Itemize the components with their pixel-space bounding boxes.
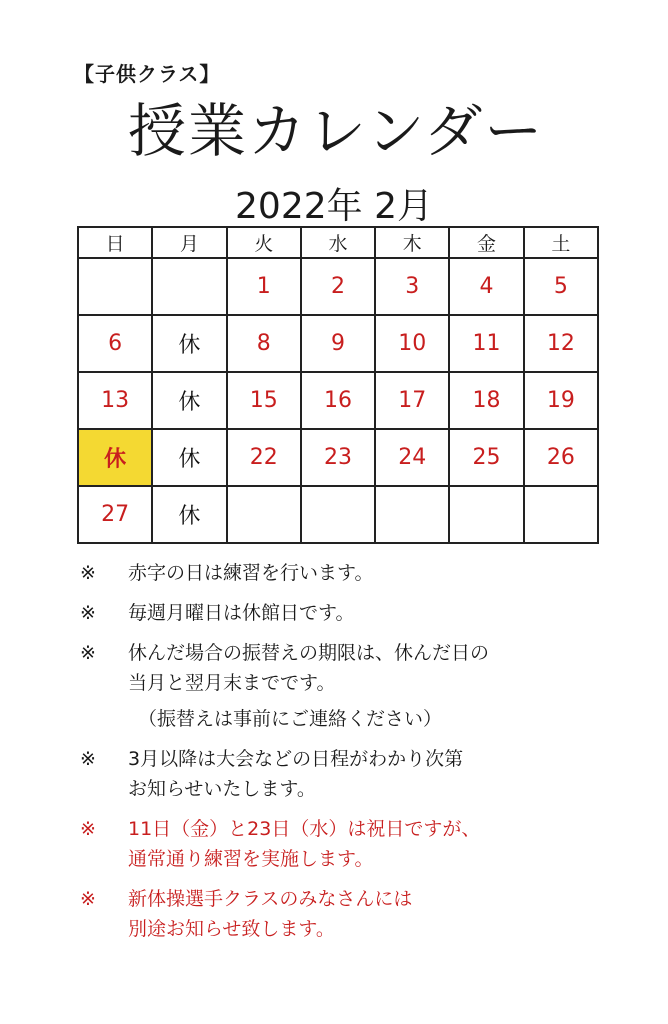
note-item (80, 638, 640, 734)
calendar-day: 10 (375, 315, 449, 372)
note-text (128, 814, 480, 874)
calendar-day (524, 486, 598, 543)
note-line: 当月と翌月末までです。 (128, 672, 336, 694)
note-text (128, 558, 373, 588)
calendar-week-row (78, 258, 598, 315)
calendar-month: 2022年 2月 (235, 186, 433, 227)
calendar-day: 休 (152, 372, 226, 429)
note-text (128, 884, 412, 944)
calendar-day-highlighted: 休 (78, 429, 152, 486)
calendar-day: 9 (301, 315, 375, 372)
calendar-day (78, 258, 152, 315)
calendar-day (375, 486, 449, 543)
note-item (80, 558, 640, 588)
note-line: 3月以降は大会などの日程がわかり次第 (128, 748, 464, 770)
note-item (80, 884, 640, 944)
calendar-week-row (78, 429, 598, 486)
calendar-day: 11 (449, 315, 523, 372)
calendar-day: 27 (78, 486, 152, 543)
calendar-day: 16 (301, 372, 375, 429)
note-mark: ※ (80, 748, 96, 770)
note-subtext: （振替えは事前にご連絡ください） (138, 708, 443, 730)
calendar-day (152, 258, 226, 315)
class-label: 【子供クラス】 (74, 62, 221, 86)
calendar-day: 5 (524, 258, 598, 315)
note-line: 別途お知らせ致します。 (128, 918, 335, 940)
calendar-day (301, 486, 375, 543)
note-line: 休んだ場合の振替えの期限は、休んだ日の (128, 642, 490, 664)
calendar-day: 3 (375, 258, 449, 315)
note-line: 11日（金）と23日（水）は祝日ですが、 (128, 818, 481, 840)
calendar-day: 15 (227, 372, 301, 429)
note-mark: ※ (80, 818, 96, 840)
calendar-day (227, 486, 301, 543)
calendar-week-row (78, 486, 598, 543)
calendar-day: 6 (78, 315, 152, 372)
calendar-day (449, 486, 523, 543)
calendar-day: 休 (152, 429, 226, 486)
note-item (80, 598, 640, 628)
calendar-day: 12 (524, 315, 598, 372)
note-item (80, 814, 640, 874)
note-line: 通常通り練習を実施します。 (128, 848, 374, 870)
calendar-day: 8 (227, 315, 301, 372)
calendar-day: 22 (227, 429, 301, 486)
calendar-day: 2 (301, 258, 375, 315)
calendar-day: 4 (449, 258, 523, 315)
note-line: お知らせいたします。 (128, 778, 316, 800)
note-text (128, 598, 354, 628)
note-mark: ※ (80, 602, 96, 624)
calendar-day: 1 (227, 258, 301, 315)
weekday-header-row (78, 227, 598, 258)
note-item (80, 744, 640, 804)
note-text (128, 744, 463, 804)
note-mark: ※ (80, 642, 96, 664)
note-line: 赤字の日は練習を行います。 (128, 562, 374, 584)
page-title: 授業カレンダー (128, 97, 545, 165)
calendar-day: 24 (375, 429, 449, 486)
notes-section (80, 558, 640, 954)
calendar-day: 13 (78, 372, 152, 429)
calendar-day: 休 (152, 486, 226, 543)
weekday-friday: 金 (449, 227, 523, 258)
calendar-day: 25 (449, 429, 523, 486)
note-mark: ※ (80, 888, 96, 910)
weekday-monday: 月 (152, 227, 226, 258)
calendar-week-row (78, 315, 598, 372)
calendar-week-row (78, 372, 598, 429)
calendar-day: 休 (152, 315, 226, 372)
note-text (128, 638, 489, 734)
calendar-day: 19 (524, 372, 598, 429)
calendar-day: 23 (301, 429, 375, 486)
weekday-sunday: 日 (78, 227, 152, 258)
weekday-saturday: 土 (524, 227, 598, 258)
note-line: 新体操選手クラスのみなさんには (128, 888, 413, 910)
note-line: 毎週月曜日は休館日です。 (128, 602, 355, 624)
weekday-thursday: 木 (375, 227, 449, 258)
calendar-table (77, 226, 599, 544)
weekday-tuesday: 火 (227, 227, 301, 258)
weekday-wednesday: 水 (301, 227, 375, 258)
calendar-day: 26 (524, 429, 598, 486)
calendar-day: 18 (449, 372, 523, 429)
calendar-day: 17 (375, 372, 449, 429)
note-mark: ※ (80, 562, 96, 584)
